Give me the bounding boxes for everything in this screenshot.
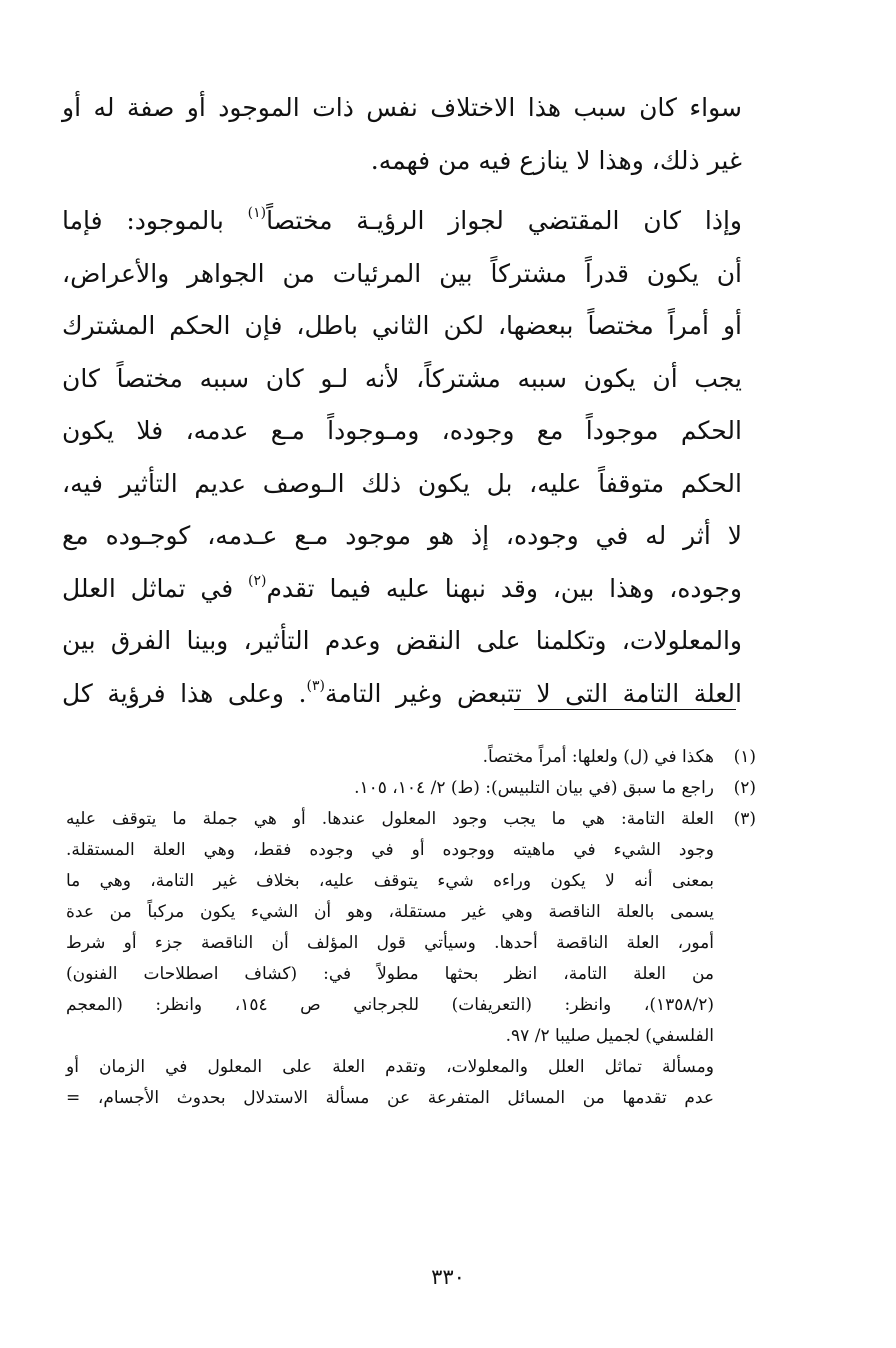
footnote-line: أمور، العلة الناقصة أحدها. وسيأتي قول المؤلف أن الناقصة جزء أو شرط	[66, 933, 714, 953]
footnote-line: الفلسفي) لجميل صليبا ٢/ ٩٧.	[505, 1026, 714, 1046]
footnotes	[66, 742, 756, 1114]
footnote-line: وجود الشيء في ماهيته ووجوده أو في وجوده فقط، وهي العلة المستقلة.	[66, 840, 714, 860]
text-line	[62, 668, 742, 721]
footnote-number: (٢)	[733, 778, 756, 798]
text-line	[62, 563, 742, 616]
text-fragment: وجوده، وهذا بين، وقد نبهنا عليه فيما تقدم	[266, 573, 742, 603]
footnote-line: العلة التامة: هي ما يجب وجود المعلول عندها. أو هي جملة ما يتوقف عليه	[66, 809, 714, 829]
footnote-1	[66, 742, 756, 773]
text-line: الحكم متوقفاً عليه، بل يكون ذلك الـوصف عديم التأثير فيه،	[62, 468, 742, 498]
footnote-line: راجع ما سبق (في بيان التلبيس): (ط) ٢/ ١٠٤، ١٠٥.	[354, 778, 714, 798]
text-line: سواء كان سبب هذا الاختلاف نفس ذات الموجود أو صفة له أو	[62, 93, 742, 122]
footnote-line: من العلة التامة، انظر بحثها مطولاً في: (كشاف اصطلاحات الفنون)	[66, 964, 714, 984]
text-line: غير ذلك، وهذا لا ينازع فيه من فهمه.	[370, 145, 742, 175]
text-line	[62, 195, 742, 248]
footnote-3	[66, 804, 756, 1114]
text-line: أن يكون قدراً مشتركاً بين المرئيات من الجواهر والأعراض،	[62, 258, 742, 288]
text-fragment: العلة التامة التى لا تتبعض وغير التامة	[324, 678, 742, 708]
text-line: لا أثر له في وجوده، إذ هو موجود مـع عـدمه، كوجـوده مع	[62, 521, 742, 550]
paragraph-gap	[62, 187, 742, 195]
footnote-number: (٣)	[733, 809, 756, 829]
text-fragment: . وعلى هذا فرؤية كل	[62, 678, 307, 708]
footnote-separator	[514, 709, 736, 710]
footnote-line: (١٣٥٨/٢)، وانظر: (التعريفات) للجرجاني ص ١٥٤، وانظر: (المعجم	[66, 995, 714, 1015]
page-number: ٣٣٠	[431, 1265, 465, 1289]
footnote-2	[66, 773, 756, 804]
text-fragment: وإذا كان المقتضي لجواز الرؤيـة مختصاً	[266, 206, 742, 235]
text-line: الحكم موجوداً مع وجوده، ومـوجوداً مـع عدمه، فلا يكون	[62, 416, 742, 445]
footnote-line: يسمى بالعلة الناقصة وهي غير مستقلة، وهو أن الشيء يكون مركباً من عدة	[66, 902, 714, 922]
text-fragment: في تماثل العلل	[62, 573, 248, 603]
footnote-line: ومسألة تماثل العلل والمعلولات، وتقدم العلة على المعلول في الزمان أو	[66, 1057, 714, 1077]
main-text	[62, 82, 742, 720]
text-line: يجب أن يكون سببه مشتركاً، لأنه لـو كان سببه مختصاً كان	[62, 363, 742, 393]
text-fragment: بالموجود: فإما	[62, 206, 248, 235]
footnote-line: هكذا في (ل) ولعلها: أمراً مختصاً.	[482, 747, 714, 767]
footnote-ref-3[interactable]: (٣)	[306, 677, 325, 694]
text-line: أو أمراً مختصاً ببعضها، لكن الثاني باطل، فإن الحكم المشترك	[62, 311, 742, 340]
footnote-ref-2[interactable]: (٢)	[247, 572, 267, 589]
text-line: والمعلولات، وتكلمنا على النقض وعدم التأثير، وبينا الفرق بين	[62, 626, 742, 655]
footnote-ref-1[interactable]: (١)	[247, 205, 267, 221]
footnote-line: بمعنى أنه لا يكون وراءه شيء يتوقف عليه، بخلاف غير التامة، وهي ما	[66, 871, 714, 891]
footnote-line: عدم تقدمها من المسائل المتفرعة عن مسألة الاستدلال بحدوث الأجسام، =	[66, 1088, 714, 1108]
footnote-number: (١)	[733, 747, 756, 767]
